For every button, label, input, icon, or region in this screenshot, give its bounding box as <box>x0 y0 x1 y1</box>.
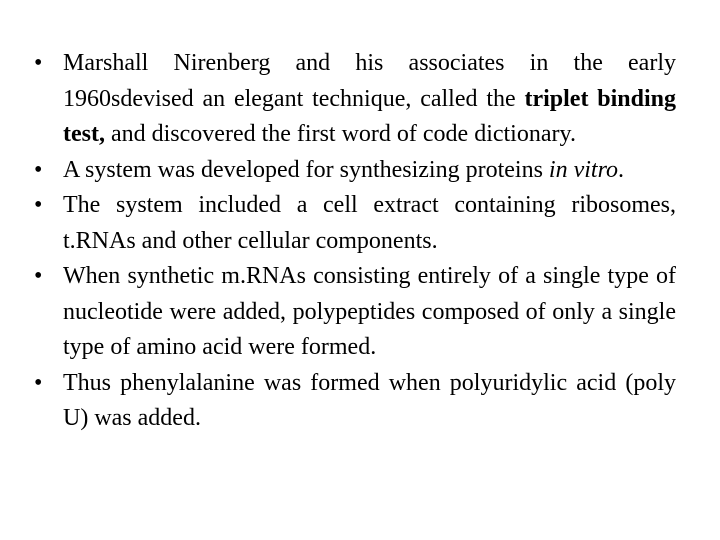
bullet-item-synthetic-mrna <box>34 259 676 366</box>
bullet-text: . <box>618 156 625 183</box>
bullet-marker: • <box>34 263 43 289</box>
bullet-text: and discovered the first word of code dictionary. <box>104 121 576 147</box>
bullet-list <box>34 46 676 437</box>
bullet-item-cell-extract <box>34 188 676 259</box>
bullet-item-in-vitro-system <box>34 153 676 189</box>
bullet-marker: • <box>34 192 43 218</box>
bullet-text: Marshall Nirenberg and his associates in the early 1960sdevised an elegant technique, called the <box>63 50 676 112</box>
bullet-text: When synthetic m.RNAs consisting entirely of a single type of nucleotide were added, polypeptides composed of only a single type of amino acid were formed. <box>63 263 676 360</box>
bullet-text: A system was developed for synthesizing proteins <box>63 156 549 183</box>
bullet-text: Thus phenylalanine was formed when polyuridylic acid (poly U) was added. <box>63 369 676 431</box>
bullet-item-poly-u <box>34 366 676 437</box>
bullet-marker: • <box>34 156 43 183</box>
bullet-text-italic: in vitro <box>548 156 619 183</box>
bullet-item-nirenberg <box>34 46 676 153</box>
bullet-marker: • <box>34 369 43 396</box>
bullet-text: The system included a cell extract containing ribosomes, t.RNAs and other cellular components. <box>63 192 676 254</box>
bullet-marker: • <box>34 50 43 76</box>
bullet-text-bold: triplet binding test, <box>63 85 676 147</box>
